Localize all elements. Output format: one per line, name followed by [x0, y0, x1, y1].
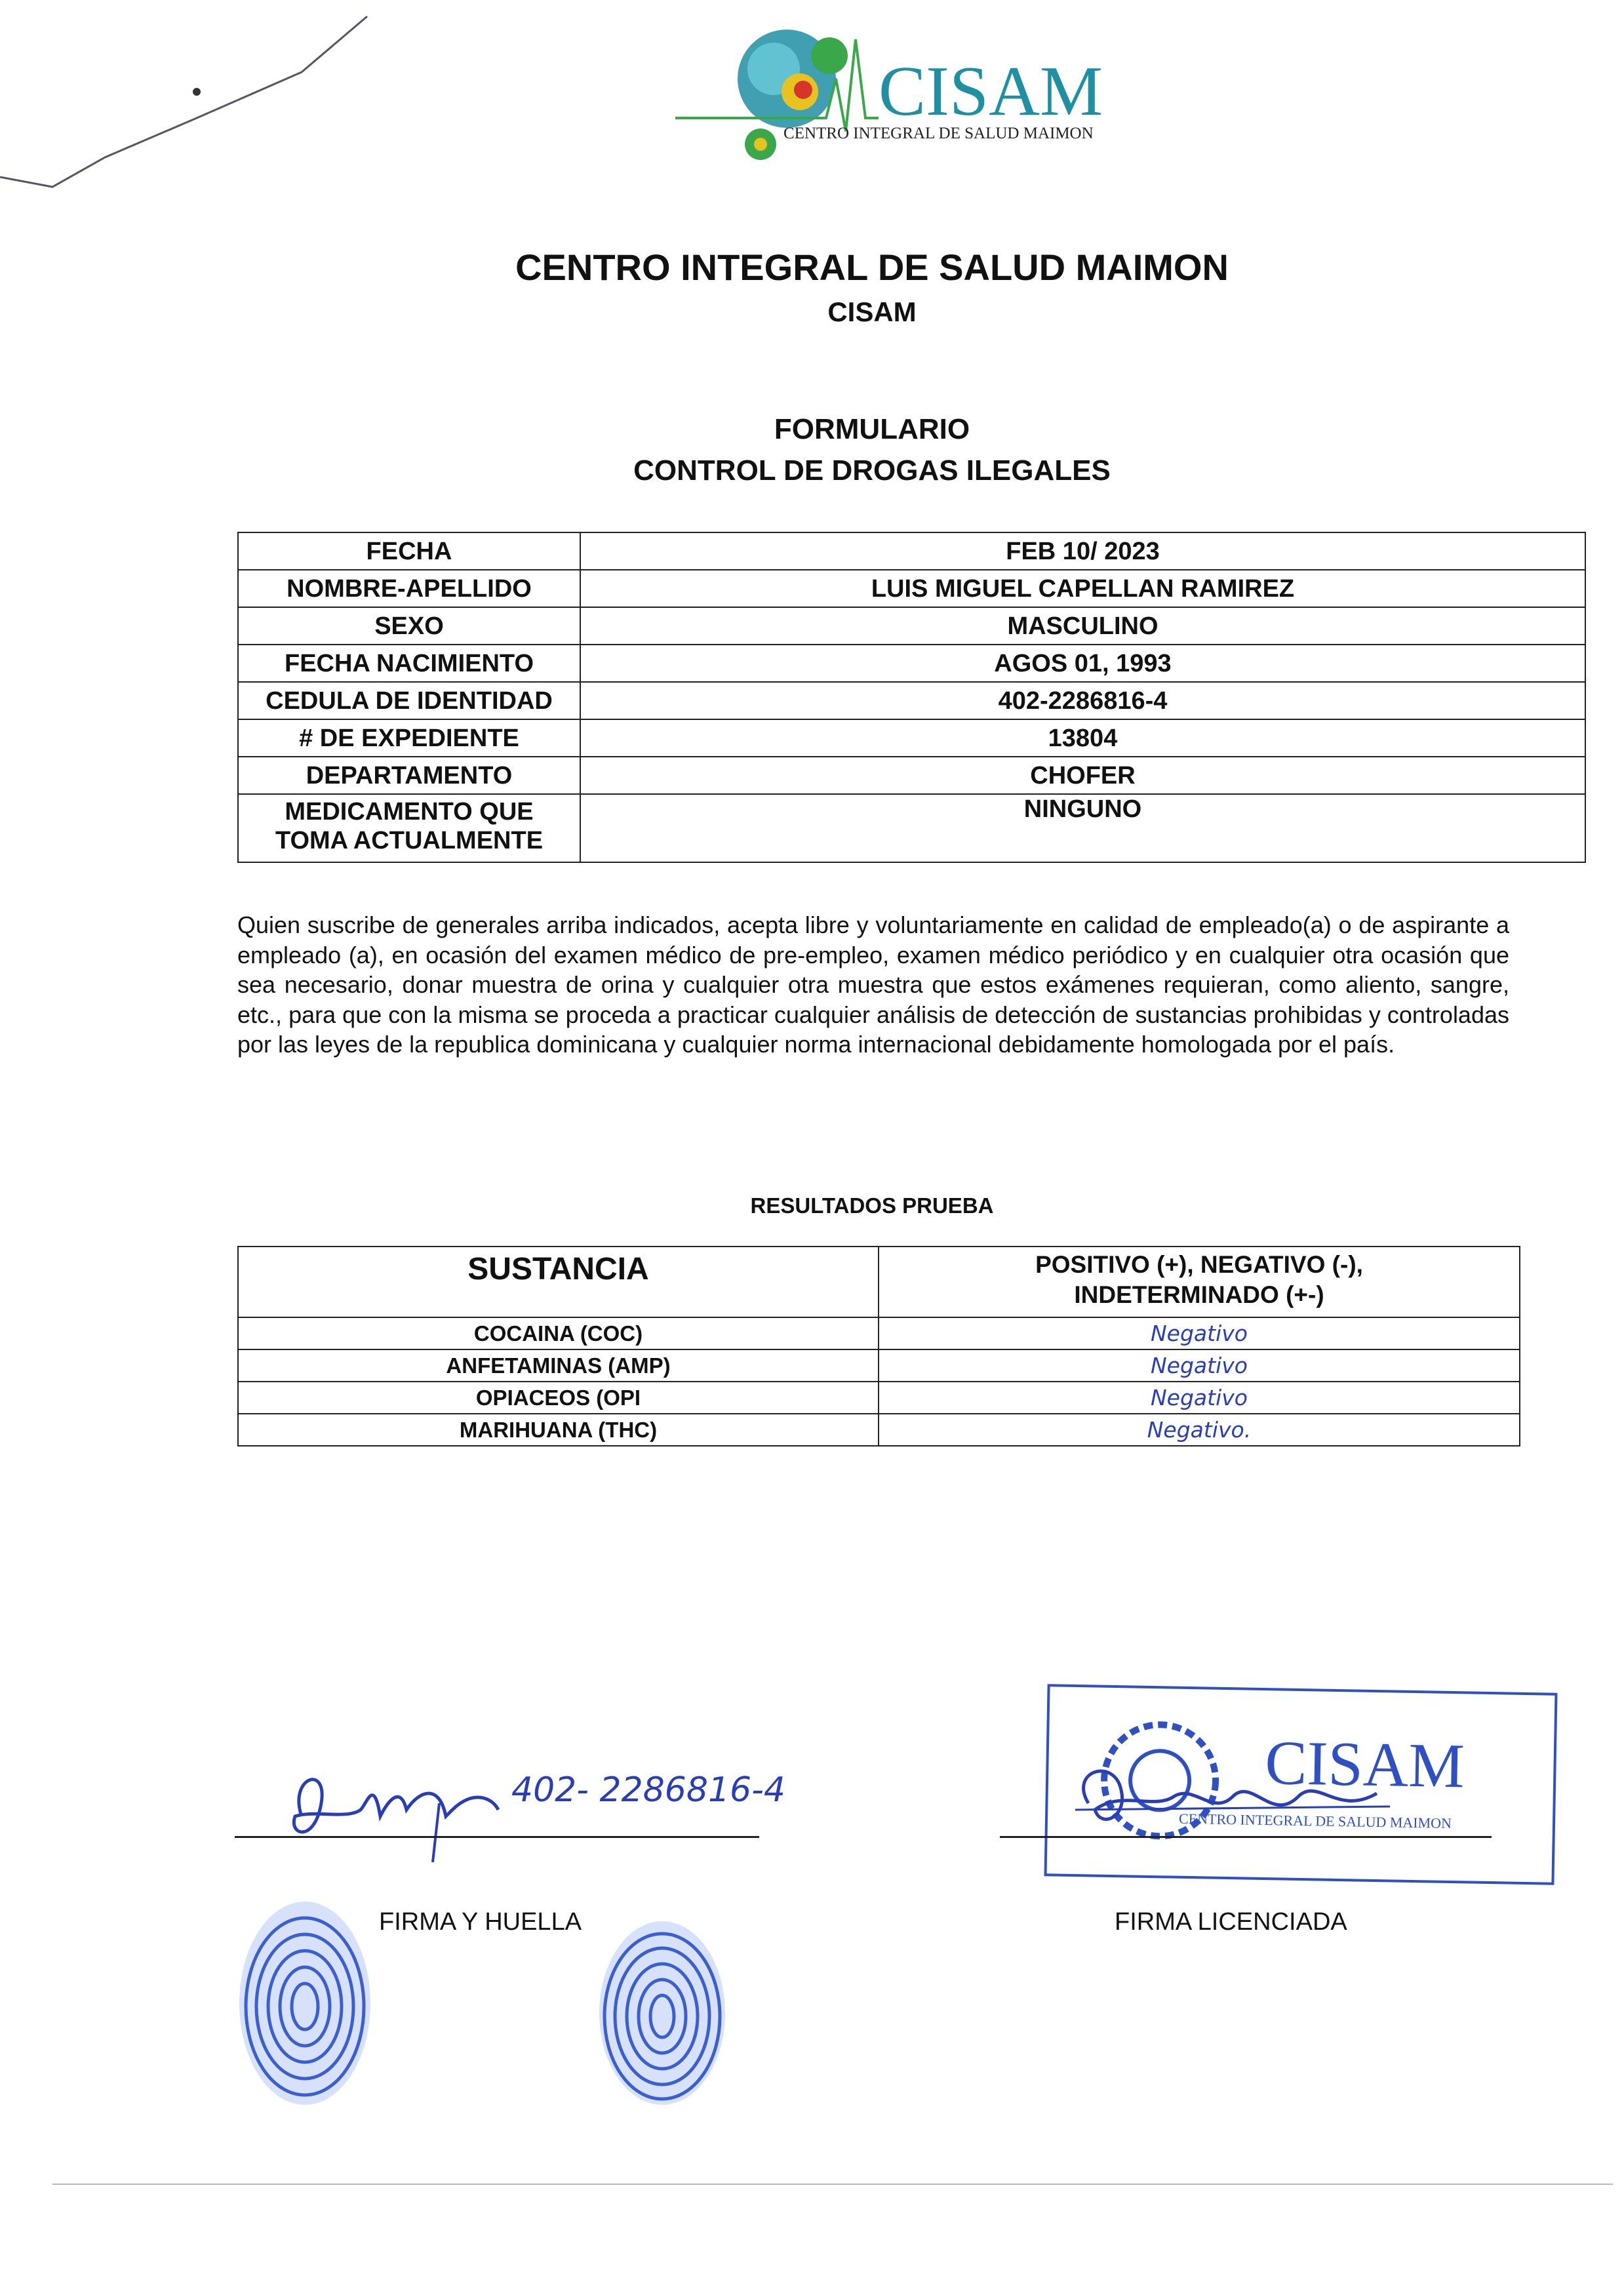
logo-name: CISAM	[879, 52, 1103, 130]
signature-line-right	[1000, 1836, 1492, 1838]
results-table	[237, 1246, 1520, 1447]
patient-signature	[275, 1738, 511, 1869]
result-value: Negativo	[879, 1382, 1520, 1414]
licenciada-signature	[1062, 1731, 1403, 1862]
patient-info-table	[237, 532, 1586, 863]
substance-column-header: SUSTANCIA	[238, 1247, 879, 1317]
form-label: FORMULARIO	[774, 413, 970, 445]
info-row-fecha	[238, 532, 1585, 570]
info-label: NOMBRE-APELLIDO	[238, 570, 580, 607]
fingerprint-icon	[233, 1895, 377, 2111]
org-abbr: CISAM	[827, 296, 917, 327]
result-value: Negativo	[879, 1349, 1520, 1382]
info-row-nombre	[238, 570, 1585, 607]
info-value: NINGUNO	[580, 794, 1585, 862]
result-column-header	[879, 1247, 1520, 1317]
bottom-divider	[52, 2184, 1613, 2185]
info-value: AGOS 01, 1993	[580, 645, 1585, 682]
fingerprint-icon	[593, 1915, 731, 2111]
info-row-sexo	[238, 607, 1585, 645]
stamp-subtitle: CENTRO INTEGRAL DE SALUD MAIMON	[1178, 1810, 1452, 1832]
signature-line-left	[235, 1836, 759, 1838]
info-label: FECHA NACIMIENTO	[238, 645, 580, 682]
result-row	[238, 1414, 1520, 1446]
stamp-name: CISAM	[1264, 1727, 1465, 1801]
cisam-logo	[669, 16, 1103, 167]
result-row	[238, 1349, 1520, 1382]
info-label	[238, 794, 580, 862]
result-value: Negativo	[879, 1317, 1520, 1349]
form-title: CONTROL DE DROGAS ILEGALES	[633, 454, 1111, 487]
info-value: 402-2286816-4	[580, 682, 1585, 719]
info-row-departamento	[238, 757, 1585, 794]
info-row-expediente	[238, 719, 1585, 757]
org-name: CENTRO INTEGRAL DE SALUD MAIMON	[515, 247, 1229, 288]
firma-licenciada-label: FIRMA LICENCIADA	[1115, 1908, 1347, 1936]
substance-name: OPIACEOS (OPI	[238, 1382, 879, 1414]
result-header-line2: INDETERMINADO (+-)	[1074, 1281, 1324, 1308]
results-header-row	[238, 1247, 1520, 1317]
result-value: Negativo.	[879, 1414, 1520, 1446]
info-label: DEPARTAMENTO	[238, 757, 580, 794]
result-row	[238, 1317, 1520, 1349]
info-label: SEXO	[238, 607, 580, 645]
info-row-nacimiento	[238, 645, 1585, 682]
handwritten-id: 402- 2286816-4	[511, 1770, 785, 1810]
result-row	[238, 1382, 1520, 1414]
info-label: # DE EXPEDIENTE	[238, 719, 580, 757]
consent-text: Quien suscribe de generales arriba indicados, acepta libre y voluntariamente en calidad de empleado(a) o de aspirante a empleado (a), en ocasión del examen médico de pre-empleo, examen médico periódico y en cualquier otra ocasión que sea necesario, donar muestra de orina y cualquier otra muestra que estos exámenes requieran, como aliento, sangre, etc., para que con la misma se proceda a practicar cualquier análisis de detección de sustancias prohibidas y controladas por las leyes de la republica dominicana y cualquier norma internacional debidamente homologada por el país.	[237, 911, 1509, 1058]
firma-huella-label: FIRMA Y HUELLA	[379, 1908, 582, 1936]
info-value: CHOFER	[580, 757, 1585, 794]
info-label: FECHA	[238, 532, 580, 570]
results-title: RESULTADOS PRUEBA	[750, 1193, 994, 1218]
result-header-line1: POSITIVO (+), NEGATIVO (-),	[1035, 1251, 1363, 1278]
info-value: LUIS MIGUEL CAPELLAN RAMIREZ	[580, 570, 1585, 607]
info-value: MASCULINO	[580, 607, 1585, 645]
info-label-line1: MEDICAMENTO QUE	[285, 798, 534, 826]
substance-name: ANFETAMINAS (AMP)	[238, 1349, 879, 1382]
info-row-medicamento	[238, 794, 1585, 862]
folded-corner	[0, 0, 406, 197]
info-label: CEDULA DE IDENTIDAD	[238, 682, 580, 719]
logo-subtitle: CENTRO INTEGRAL DE SALUD MAIMON	[783, 125, 1094, 142]
info-value: FEB 10/ 2023	[580, 532, 1585, 570]
info-row-cedula	[238, 682, 1585, 719]
info-label-line2: TOMA ACTUALMENTE	[275, 827, 544, 854]
substance-name: COCAINA (COC)	[238, 1317, 879, 1349]
substance-name: MARIHUANA (THC)	[238, 1414, 879, 1446]
info-value: 13804	[580, 719, 1585, 757]
